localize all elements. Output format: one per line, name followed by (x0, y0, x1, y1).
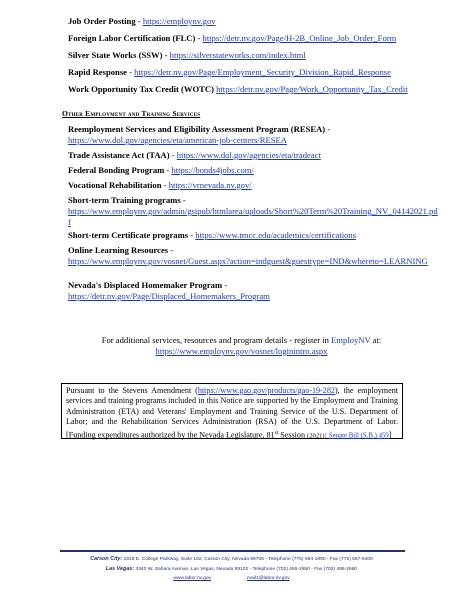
footer-address: 3340 W. Sahara Avenue, Las Vegas, Nevada 89102 - Telephone (702) 486-2650 - Fax (702) 486-2660 (134, 567, 358, 572)
program-label: Work Opportunity Tax Credit (WOTC) (68, 84, 214, 94)
program-link[interactable]: https://www.tmcc.edu/academics/certifications (195, 230, 357, 240)
gao-link[interactable]: https://www.gao.gov/products/gao-19-282 (197, 386, 335, 395)
footer-email-link[interactable]: mail1@labor.nv.gov (247, 576, 290, 581)
separator: - (126, 67, 135, 77)
notice-year: (2021) (307, 432, 325, 440)
separator: - (195, 33, 203, 43)
program-label: Silver State Works (SSW) (68, 50, 163, 60)
program-federal-bonding (68, 165, 443, 176)
notice-text: : (324, 430, 329, 440)
program-vocational-rehab (68, 180, 443, 191)
footer-city-label: Las Vegas: (105, 566, 135, 572)
program-label: Reemployment Services and Eligibility Assessment Program (RESEA) (68, 124, 326, 134)
program-wotc (68, 84, 443, 95)
program-displaced-homemaker (68, 280, 443, 302)
separator: - (188, 230, 196, 240)
stevens-amendment-notice (61, 383, 403, 439)
program-job-order-posting (68, 16, 443, 27)
program-online-learning (68, 245, 443, 267)
separator: - (325, 124, 331, 134)
separator: - (135, 16, 143, 26)
footer-divider (60, 550, 405, 552)
additional-services (60, 335, 423, 357)
program-foreign-labor-certification (68, 33, 443, 44)
program-link[interactable]: https://employnv.gov (142, 16, 216, 26)
employnv-link[interactable]: EmployNV (331, 335, 371, 345)
program-label: Short-term Training programs (68, 195, 181, 205)
program-link[interactable]: https://detr.nv.gov/Page/Employment_Security_Division_Rapid_Response (134, 67, 391, 77)
program-link[interactable]: https://detr.nv.gov/Page/Work_Opportunity_Tax_Credit (216, 84, 408, 94)
program-link[interactable]: https://detr.nv.gov/Page/H-2B_Online_Job_Order_Form (202, 33, 397, 43)
program-rapid-response (68, 67, 443, 78)
separator: - (162, 50, 170, 60)
notice-text: Session (278, 430, 308, 440)
footer-carson-city (40, 556, 423, 563)
program-silver-state-works (68, 50, 443, 61)
program-short-term-training (68, 195, 443, 228)
separator: - (161, 180, 169, 190)
program-label: Federal Bonding Program (68, 165, 165, 175)
program-link[interactable]: https://www.dol.gov/agencies/eta/tradeact (176, 150, 321, 160)
program-link[interactable]: https://silverstateworks.com/index.html (169, 50, 306, 60)
program-link[interactable]: https://www.employnv.gov/admin/gsipub/htmlarea/uploads/Short%20Term%20Training_NV_04142021.pdf (68, 206, 438, 227)
senate-bill-link[interactable]: Senate Bill (S.B.) 459 (328, 432, 389, 440)
separator: - (222, 280, 228, 290)
program-link[interactable]: https://bonds4jobs.com/ (171, 165, 254, 175)
program-link[interactable]: https://detr.nv.gov/Page/Displaced_Homemakers_Program (68, 291, 270, 301)
separator: - (169, 150, 177, 160)
footer-contact (40, 575, 423, 582)
program-label: Vocational Rehabilitation (68, 180, 162, 190)
footer-address: 1818 E. College Parkway, Suite 102, Carson City, Nevada 89706 - Telephone (775) 684-1890 - Fax (775) 687-6409 (122, 557, 373, 562)
program-label: Foreign Labor Certification (FLC) (68, 33, 196, 43)
program-label: Online Learning Resources (68, 245, 169, 255)
program-label: Nevada's Displaced Homemaker Program (68, 280, 223, 290)
program-link[interactable]: https://www.dol.gov/agencies/eta/american-job-centers/RESEA (68, 135, 287, 145)
program-link[interactable]: https://www.employnv.gov/vosnet/Guest.aspx?action=indguest&guesttype=IND&whereto=LEARNING (68, 256, 428, 266)
program-label: Short-term Certificate programs (68, 230, 189, 240)
notice-text: ] (388, 430, 392, 440)
footer-website-link[interactable]: www.labor.nv.gov (173, 576, 212, 581)
separator: - (168, 245, 174, 255)
separator: - (164, 165, 172, 175)
footer-las-vegas (40, 566, 423, 573)
program-label: Trade Assistance Act (TAA) (68, 150, 170, 160)
program-resea (68, 124, 443, 146)
notice-text: ), the employment services and training programs included in this Notice are supported by the Employment and Training Administration (ETA) and Veterans' Employment and Training Service of the U.S. Department of Labor; and the Rehabilitation Services Administration (RSA) of the U.S. Department of Labor. [Funding expenditures authorized by the Nevada Legislature, 81 (66, 386, 398, 440)
program-short-term-certificate (68, 230, 443, 241)
additional-text-after: at: (370, 335, 382, 345)
additional-text: For additional services, resources and program details - register in (101, 335, 332, 345)
separator: - (180, 195, 186, 205)
employnv-login-link[interactable]: https://www.employnv.gov/vosnet/loginintro.aspx (155, 346, 328, 356)
footer-city-label: Carson City: (90, 556, 123, 562)
program-taa (68, 150, 443, 161)
program-label: Job Order Posting (68, 16, 136, 26)
notice-text: Pursuant to the Stevens Amendment ( (66, 386, 198, 395)
notice-superscript: st (274, 429, 279, 436)
program-label: Rapid Response (68, 67, 127, 77)
program-link[interactable]: https://vrnevada.nv.gov/ (168, 180, 252, 190)
section-title: Other Employment and Training Services (62, 109, 201, 118)
